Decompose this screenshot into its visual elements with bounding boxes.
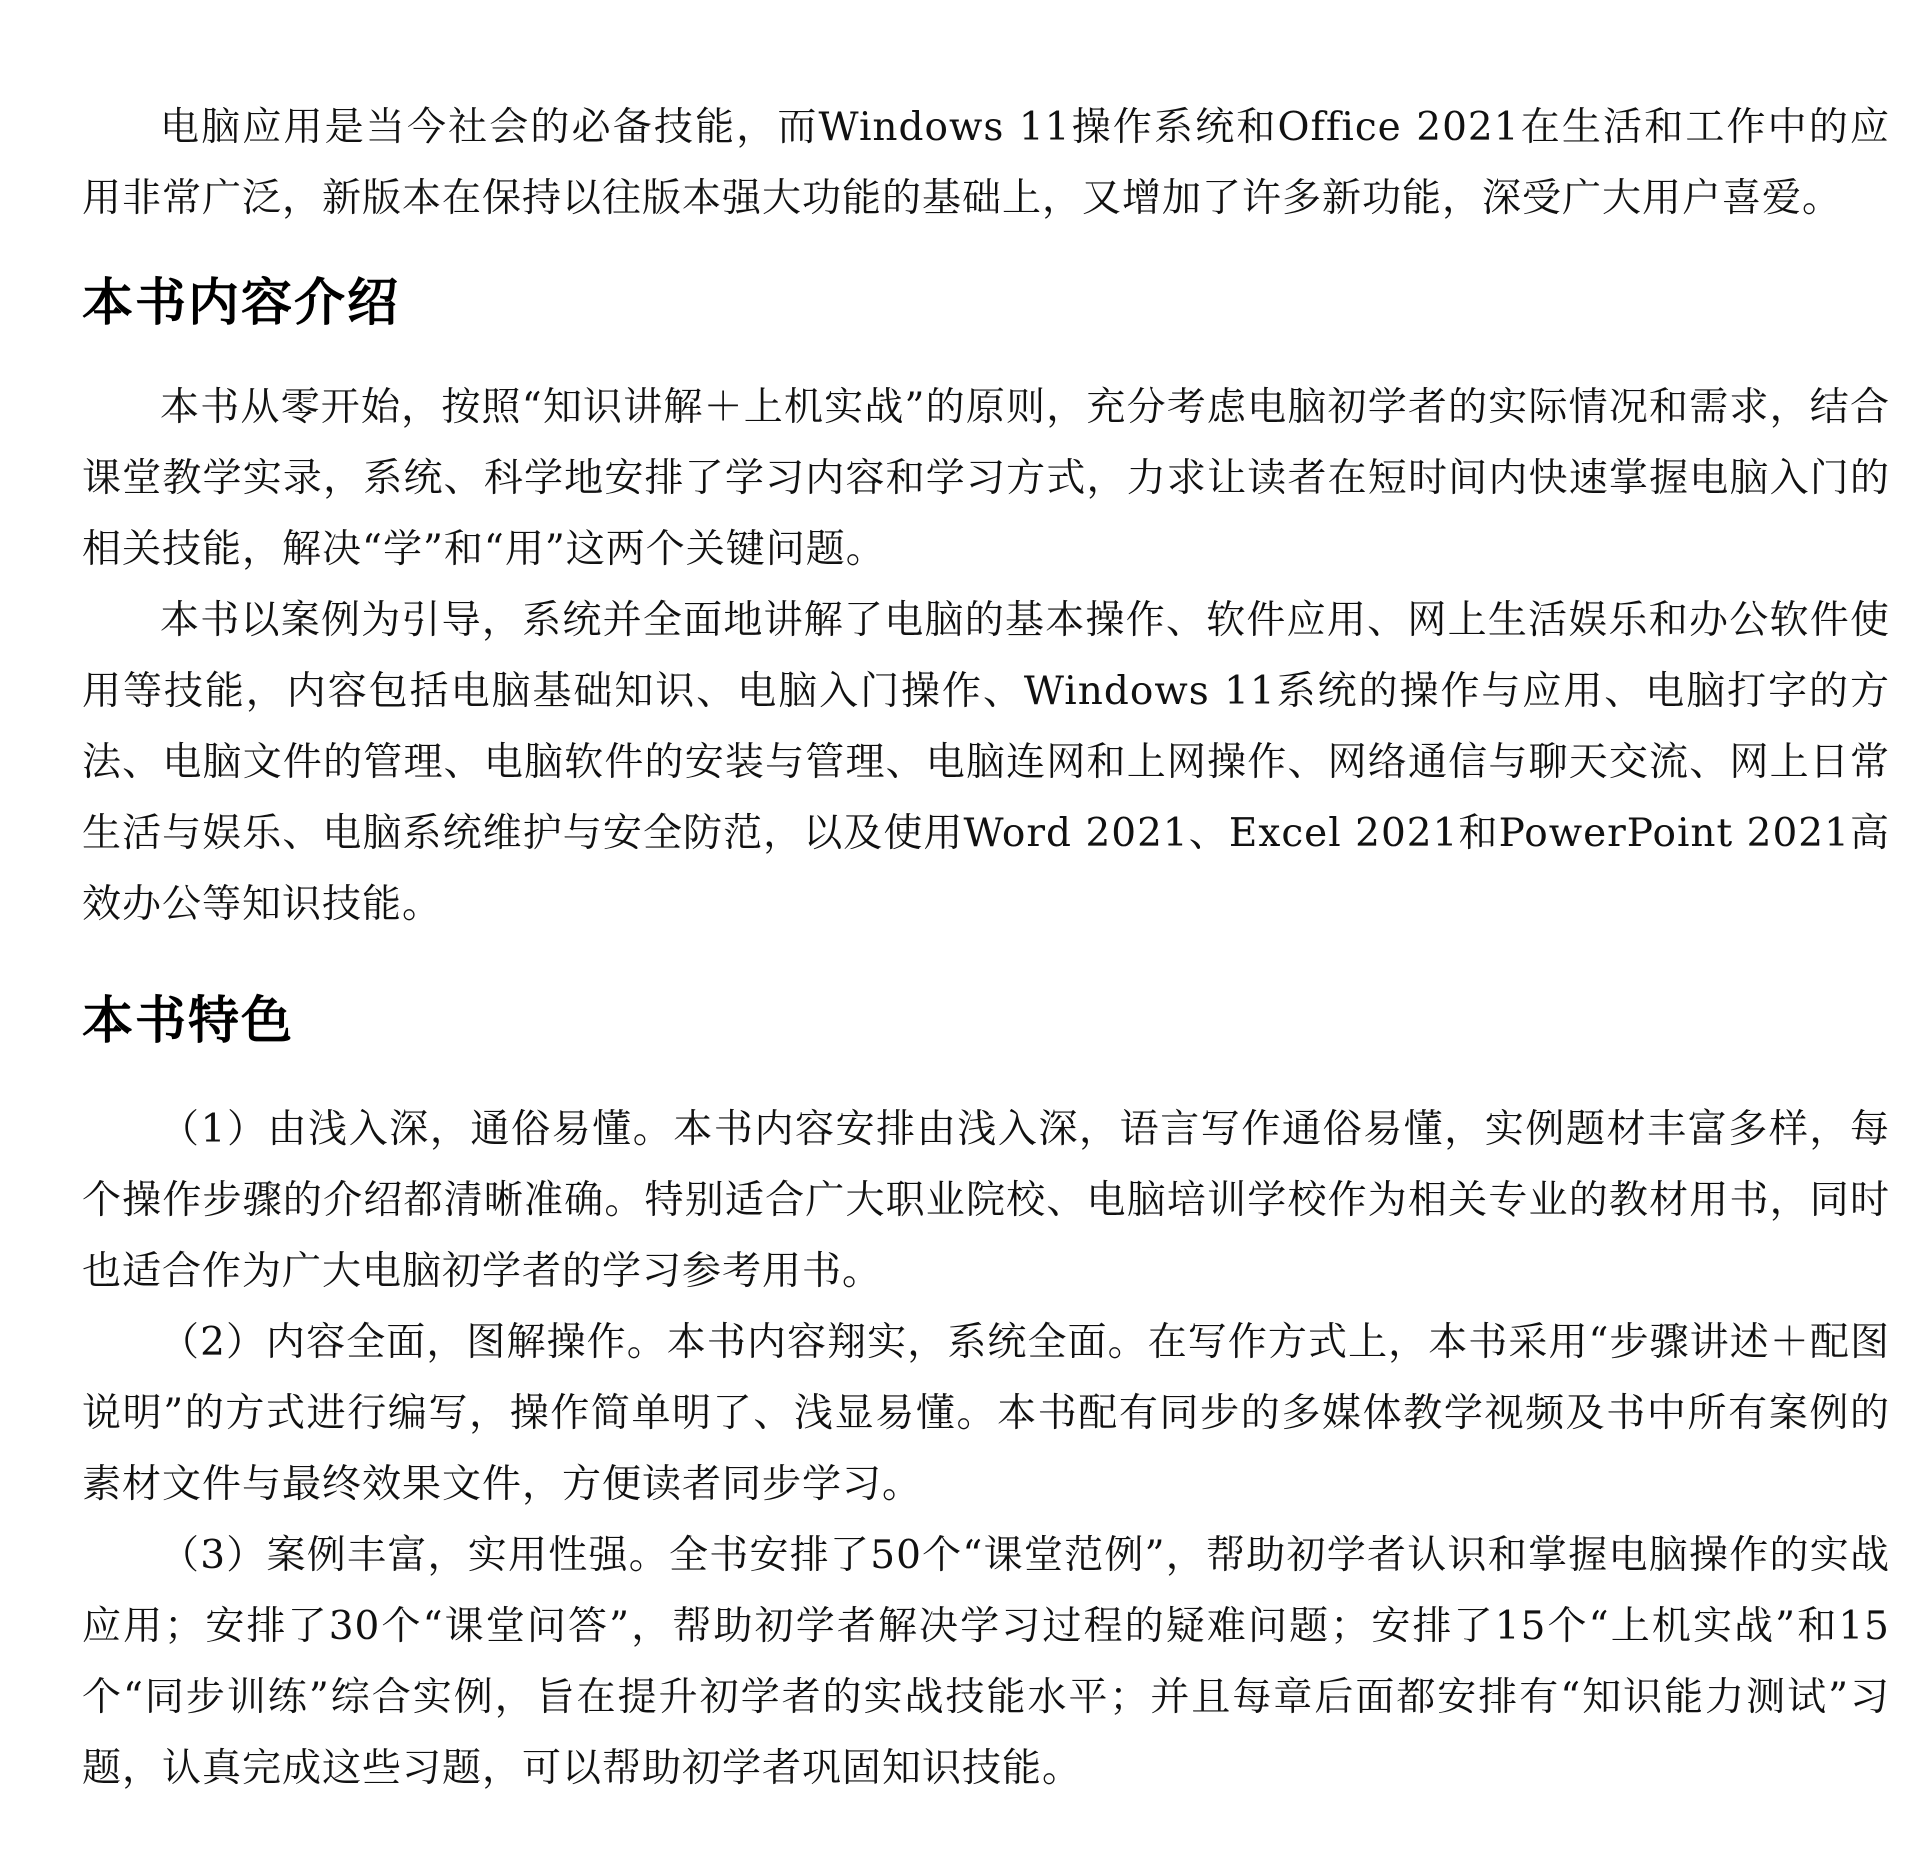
content-paragraph-1: 本书从零开始，按照“知识讲解＋上机实战”的原则，充分考虑电脑初学者的实际情况和需求，结合课堂教学实录，系统、科学地安排了学习内容和学习方式，力求让读者在短时间内快速掌握电脑入门的相关技能，解决“学”和“用”这两个关键问题。 bbox=[82, 385, 1890, 572]
document-page bbox=[82, 92, 1890, 1804]
section-heading-content: 本书内容介绍 bbox=[82, 274, 401, 333]
feature-paragraph-2: （2）内容全面，图解操作。本书内容翔实，系统全面。在写作方式上，本书采用“步骤讲述＋配图说明”的方式进行编写，操作简单明了、浅显易懂。本书配有同步的多媒体教学视频及书中所有案例的素材文件与最终效果文件，方便读者同步学习。 bbox=[82, 1320, 1890, 1507]
section-heading-features: 本书特色 bbox=[82, 992, 295, 1051]
intro-paragraph: 电脑应用是当今社会的必备技能，而Windows 11操作系统和Office 2021在生活和工作中的应用非常广泛，新版本在保持以往版本强大功能的基础上，又增加了许多新功能，深受广大用户喜爱。 bbox=[82, 105, 1890, 221]
feature-paragraph-3: （3）案例丰富，实用性强。全书安排了50个“课堂范例”，帮助初学者认识和掌握电脑操作的实战应用；安排了30个“课堂问答”，帮助初学者解决学习过程的疑难问题；安排了15个“上机实战”和15个“同步训练”综合实例，旨在提升初学者的实战技能水平；并且每章后面都安排有“知识能力测试”习题，认真完成这些习题，可以帮助初学者巩固知识技能。 bbox=[82, 1533, 1890, 1791]
feature-paragraph-1: （1）由浅入深，通俗易懂。本书内容安排由浅入深，语言写作通俗易懂，实例题材丰富多样，每个操作步骤的介绍都清晰准确。特别适合广大职业院校、电脑培训学校作为相关专业的教材用书，同时也适合作为广大电脑初学者的学习参考用书。 bbox=[82, 1107, 1890, 1294]
content-paragraph-2: 本书以案例为引导，系统并全面地讲解了电脑的基本操作、软件应用、网上生活娱乐和办公软件使用等技能，内容包括电脑基础知识、电脑入门操作、Windows 11系统的操作与应用、电脑打字的方法、电脑文件的管理、电脑软件的安装与管理、电脑连网和上网操作、网络通信与聊天交流、网上日常生活与娱乐、电脑系统维护与安全防范，以及使用Word 2021、Excel 2021和PowerPoint 2021高效办公等知识技能。 bbox=[82, 598, 1890, 927]
